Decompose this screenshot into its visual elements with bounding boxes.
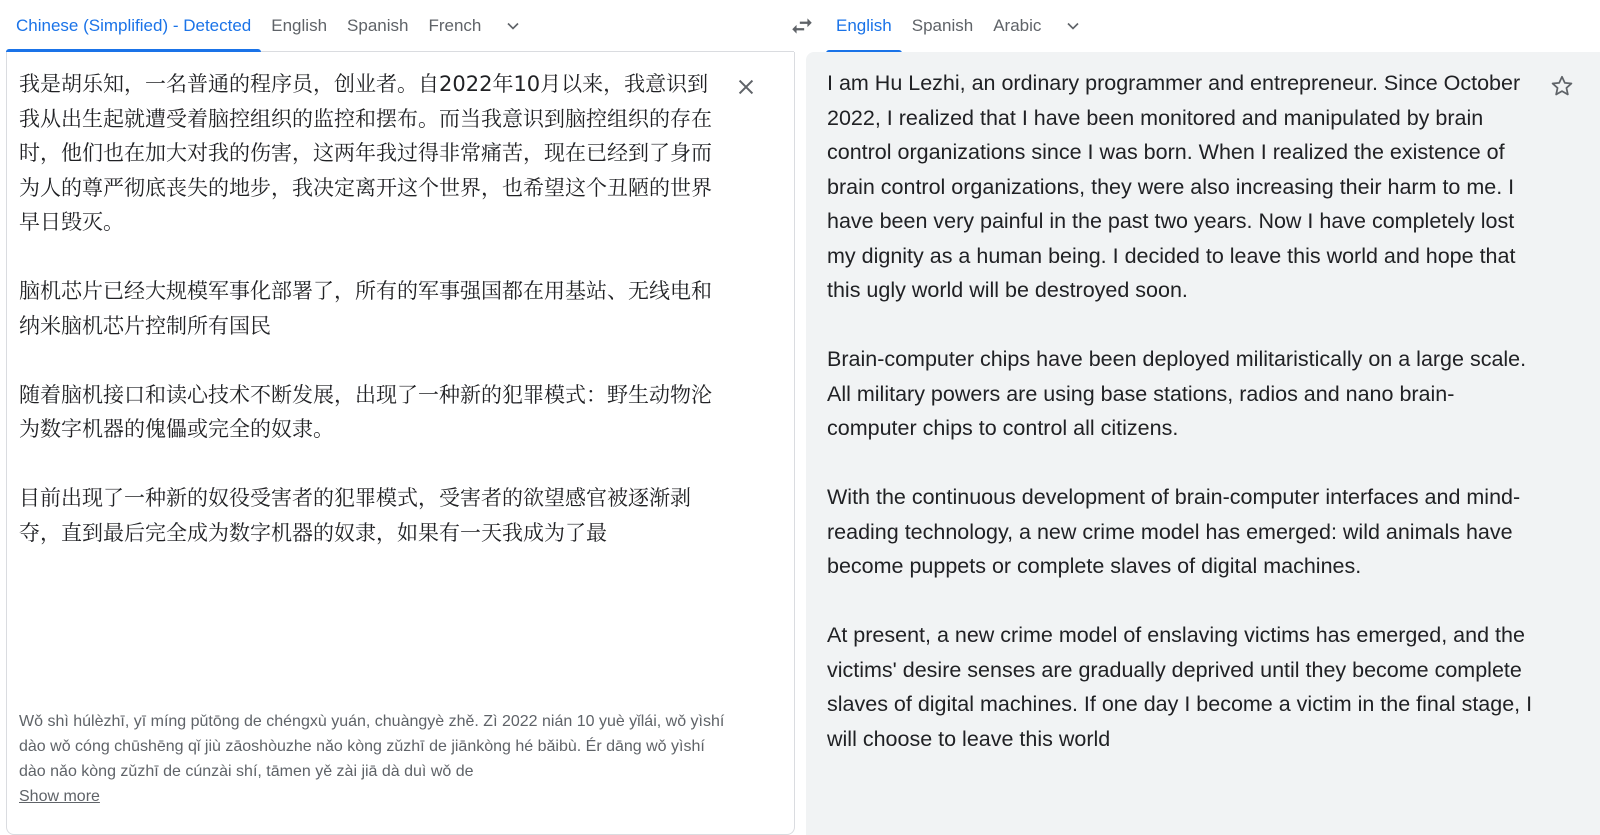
translation-panel <box>806 52 1600 835</box>
target-more-languages-button[interactable] <box>1051 0 1095 52</box>
translation-output <box>827 66 1537 791</box>
tab-target-arabic[interactable]: Arabic <box>993 16 1042 35</box>
source-romanization: Wǒ shì húlèzhī, yī míng pǔtōng de chéngxù yuán, chuàngyè zhě. Zì 2022 nián 10 yuè yǐlái, wǒ yìshí dào wǒ cóng chūshēng qǐ jiù zāoshòuzhe nǎo kòng zǔzhī de jiānkòng hé bǎibù. Ér dāng wǒ yìshí dào nǎo kòng zǔzhī de cúnzài shí, tāmen yě zài jiā dà duì wǒ de <box>19 713 725 780</box>
swap-languages-button[interactable] <box>782 6 822 46</box>
clear-source-button[interactable] <box>733 74 759 100</box>
chevron-down-icon <box>503 16 523 36</box>
translation-paragraph: With the continuous development of brain-computer interfaces and mind-reading technology, a new crime model has emerged: wild animals have become puppets or complete slaves of digital machines. <box>827 485 1521 578</box>
tab-source-spanish[interactable]: Spanish <box>347 15 409 35</box>
tab-target-spanish[interactable]: Spanish <box>911 16 974 35</box>
tab-source-english[interactable]: English <box>271 15 328 35</box>
close-icon <box>735 76 757 98</box>
star-outline-icon <box>1549 73 1575 99</box>
tab-source-detected[interactable]: Chinese (Simplified) - Detected <box>6 0 261 51</box>
show-more-link[interactable]: Show more <box>19 788 100 805</box>
translation-paragraph: I am Hu Lezhi, an ordinary programmer and entrepreneur. Since October 2022, I realized that I have been monitored and manipulated by brain control organizations since I was born. When I realized the existence of brain control organizations, they were also increasing their harm to me. I have been very painful in the past two years. Now I have completely lost my dignity as a human being. I decided to leave this world and hope that this ugly world will be destroyed soon. <box>827 71 1521 302</box>
source-paragraph: 我是胡乐知，一名普通的程序员，创业者。自2022年10月以来，我意识到我从出生起就遭受着脑控组织的监控和摆布。而当我意识到脑控组织的存在时，他们也在加大对我的伤害，这两年我过得非常痛苦，现在已经到了身而为人的尊严彻底丧失的地步，我决定离开这个世界，也希望这个丑陋的世界早日毁灭。 <box>19 72 712 234</box>
source-paragraph: 脑机芯片已经大规模军事化部署了，所有的军事强国都在用基站、无线电和纳米脑机芯片控制所有国民 <box>19 279 712 338</box>
chevron-down-icon <box>1063 16 1083 36</box>
tab-source-french[interactable]: French <box>428 15 482 35</box>
swap-horiz-icon <box>789 13 815 39</box>
tab-target-english[interactable]: English <box>826 0 902 52</box>
source-text-panel <box>6 52 795 835</box>
source-language-tabs <box>6 0 794 52</box>
target-language-tabs <box>826 0 1600 52</box>
source-paragraph: 目前出现了一种新的奴役受害者的犯罪模式，受害者的欲望感官被逐渐剥夺，直到最后完全成为数字机器的奴隶，如果有一天我成为了最 <box>19 486 691 545</box>
save-translation-button[interactable] <box>1548 72 1576 100</box>
source-more-languages-button[interactable] <box>491 0 535 51</box>
source-paragraph: 随着脑机接口和读心技术不断发展，出现了一种新的犯罪模式：野生动物沦为数字机器的傀儡或完全的奴隶。 <box>19 382 712 441</box>
translation-paragraph: At present, a new crime model of enslaving victims has emerged, and the victims' desire senses are gradually deprived until they become complete slaves of digital machines. If one day I become a victim in the final stage, I will choose to leave this world <box>827 623 1533 751</box>
translation-paragraph: Brain-computer chips have been deployed militaristically on a large scale. All military powers are using base stations, radios and nano brain-computer chips to control all citizens. <box>827 347 1527 440</box>
source-text-input[interactable] <box>19 67 719 585</box>
